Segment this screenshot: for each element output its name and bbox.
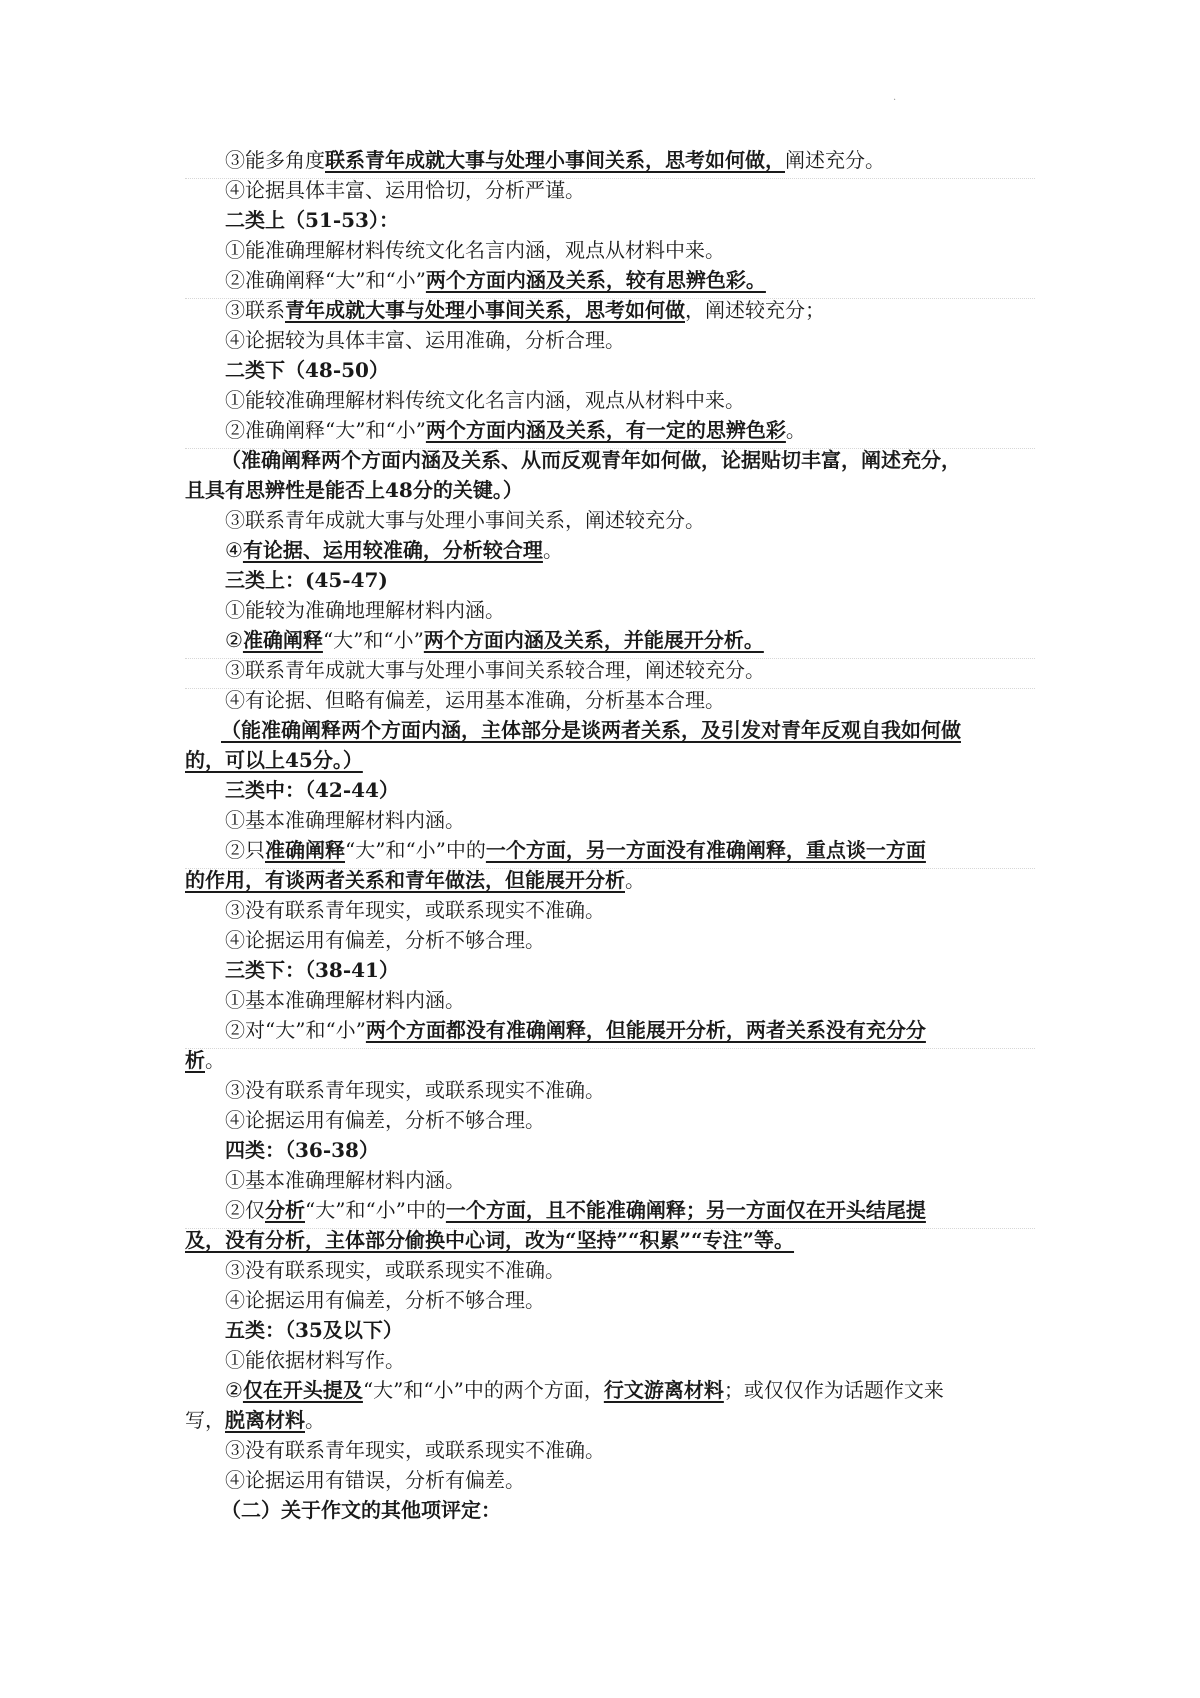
text-line [221,716,961,744]
text-line [225,956,399,984]
emphasized-text: 一个方面，且不能准确阐释；另一方面仅在开头结尾提 [445,1198,926,1222]
emphasized-text: 准确阐释 [242,628,323,652]
emphasized-text: 分析 [265,1198,305,1222]
emphasized-text: 及，没有分析，主体部分偷换中心词，改为“坚持”“积累”“专注”等。 [185,1228,795,1252]
emphasized-text: 析 [185,1048,205,1072]
text-segment: ①能依据材料写作。 [225,1348,405,1372]
text-line [225,146,885,174]
text-segment: ③没有联系青年现实，或联系现实不准确。 [225,898,605,922]
emphasized-text: 一个方面，另一方面没有准确阐释，重点谈一方面 [485,838,926,862]
text-segment: （准确阐释两个方面内涵及关系、从而反观青年如何做，论据贴切丰富，阐述充分， [221,448,961,472]
emphasized-text: 仅在开头提及 [242,1378,363,1402]
text-line [225,1286,545,1314]
text-segment: ④论据运用有错误，分析有偏差。 [225,1468,525,1492]
text-line [225,1076,605,1104]
emphasized-text: 的作用，有谈两者关系和青年做法，但能展开分析 [185,868,625,892]
text-line [225,176,585,204]
emphasized-text: 准确阐释 [265,838,345,862]
text-segment: “大”和“小”中的 [305,1198,446,1222]
text-segment: ④ [225,538,243,562]
text-segment: ④论据较为具体丰富、运用准确，分析合理。 [225,328,625,352]
emphasized-text: 两个方面内涵及关系，并能展开分析。 [423,628,764,652]
text-line [185,1046,225,1074]
text-line [225,686,725,714]
text-line [225,1256,565,1284]
text-line [225,806,465,834]
text-segment: ②只 [225,838,265,862]
text-line [225,1376,944,1404]
text-segment: ③没有联系现实，或联系现实不准确。 [225,1258,565,1282]
text-segment: “大”和“小”中的 [345,838,486,862]
text-line [225,656,765,684]
text-segment: 写， [185,1408,225,1432]
text-line [225,1196,926,1224]
text-line [225,596,505,624]
text-segment: “大”和“小”中的两个方面， [362,1378,604,1402]
text-line [225,206,399,234]
text-line [225,296,825,324]
text-line [221,1496,501,1524]
text-line [225,1136,379,1164]
text-line [225,566,388,594]
text-segment: ②仅 [225,1198,265,1222]
text-segment: 三类中：（42-44） [225,778,399,802]
text-segment: ②对“大”和“小” [225,1018,366,1042]
text-segment: ② [225,1378,243,1402]
text-segment: （二）关于作文的其他项评定： [221,1498,501,1522]
text-segment: ①基本准确理解材料内涵。 [225,988,465,1012]
text-segment: ①能较为准确地理解材料内涵。 [225,598,505,622]
emphasized-text: 有论据、运用较准确，分析较合理 [242,538,543,562]
text-segment: ②准确阐释“大”和“小” [225,268,426,292]
text-segment: 三类上：(45-47) [225,568,388,592]
text-line [185,1226,794,1254]
text-segment: ②准确阐释“大”和“小” [225,418,426,442]
text-segment: 。 [625,868,645,892]
emphasized-text: 行文游离材料 [603,1378,724,1402]
text-segment: 。 [305,1408,325,1432]
text-line [225,236,725,264]
text-segment: ③没有联系青年现实，或联系现实不准确。 [225,1438,605,1462]
text-segment: ，阐述较充分； [685,298,825,322]
emphasized-text: 联系青年成就大事与处理小事间关系，思考如何做， [325,148,785,172]
text-line [185,476,523,504]
text-line [225,356,389,384]
emphasized-text: 两个方面内涵及关系，较有思辨色彩。 [425,268,766,292]
text-line [225,1106,545,1134]
text-segment: 。 [542,538,563,562]
text-segment: ；或仅仅作为话题作文来 [723,1378,944,1402]
text-line [225,776,399,804]
text-segment: ④论据具体丰富、运用恰切，分析严谨。 [225,178,585,202]
text-segment: “大”和“小” [322,628,424,652]
text-line [225,386,745,414]
text-line [221,446,961,474]
text-segment: ④论据运用有偏差，分析不够合理。 [225,1108,545,1132]
text-line [225,266,766,294]
text-segment: ④论据运用有偏差，分析不够合理。 [225,1288,545,1312]
emphasized-text: 脱离材料 [225,1408,305,1432]
emphasized-text: 的，可以上45分。） [185,748,363,772]
scan-dot: . [893,92,897,103]
text-line [225,536,563,564]
text-line [225,896,605,924]
text-line [225,926,545,954]
text-line [225,506,705,534]
text-line [185,866,645,894]
text-segment: 三类下：（38-41） [225,958,399,982]
text-segment: 阐述充分。 [785,148,885,172]
text-segment: ①基本准确理解材料内涵。 [225,808,465,832]
text-segment: ③能多角度 [225,148,325,172]
text-line [225,416,806,444]
emphasized-text: 两个方面内涵及关系，有一定的思辨色彩 [425,418,786,442]
text-segment: 四类：（36-38） [225,1138,379,1162]
text-line [225,1316,403,1344]
text-segment: 。 [205,1048,225,1072]
text-segment: 且具有思辨性是能否上48分的关键。） [185,478,523,502]
text-line [225,1466,525,1494]
text-segment: 二类上（51-53）： [225,208,399,232]
text-segment: 二类下（48-50） [225,358,389,382]
dotted-guide [185,1048,1035,1049]
text-segment: 五类：（35及以下） [225,1318,403,1342]
emphasized-text: 两个方面都没有准确阐释，但能展开分析，两者关系没有充分分 [365,1018,926,1042]
text-segment: ② [225,628,243,652]
text-segment: ①能准确理解材料传统文化名言内涵，观点从材料中来。 [225,238,725,262]
text-line [225,1016,926,1044]
emphasized-text: （能准确阐释两个方面内涵，主体部分是谈两者关系，及引发对青年反观自我如何做 [221,718,961,742]
text-line [225,626,764,654]
text-segment: ③联系青年成就大事与处理小事间关系，阐述较充分。 [225,508,705,532]
text-line [225,326,625,354]
text-line [225,836,926,864]
text-line [225,1346,405,1374]
text-segment: ③没有联系青年现实，或联系现实不准确。 [225,1078,605,1102]
text-line [225,1166,465,1194]
text-line [225,986,465,1014]
text-segment: ④论据运用有偏差，分析不够合理。 [225,928,545,952]
text-segment: ①基本准确理解材料内涵。 [225,1168,465,1192]
text-segment: ①能较准确理解材料传统文化名言内涵，观点从材料中来。 [225,388,745,412]
text-line [185,746,363,774]
text-segment: ③联系青年成就大事与处理小事间关系较合理，阐述较充分。 [225,658,765,682]
text-segment: 。 [785,418,806,442]
text-line [225,1436,605,1464]
emphasized-text: 青年成就大事与处理小事间关系，思考如何做 [285,298,685,322]
text-segment: ④有论据、但略有偏差，运用基本准确，分析基本合理。 [225,688,725,712]
text-line [185,1406,325,1434]
text-segment: ③联系 [225,298,285,322]
